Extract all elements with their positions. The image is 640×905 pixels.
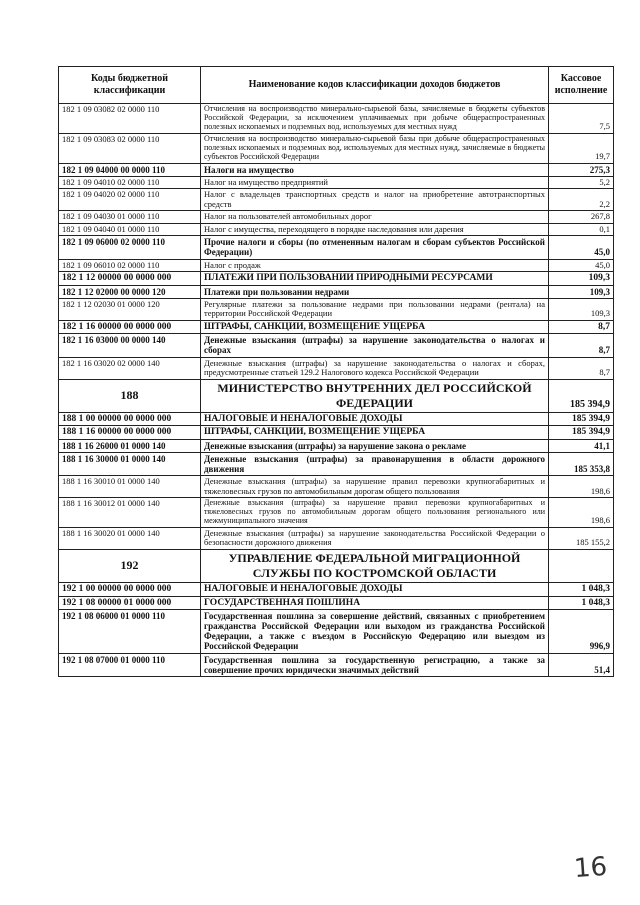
table-row bbox=[59, 334, 614, 357]
row-amount: 51,4 bbox=[549, 653, 614, 676]
table-row bbox=[59, 223, 614, 236]
row-amount: 185 394,9 bbox=[549, 379, 614, 412]
table-row bbox=[59, 379, 614, 412]
row-name: Налог с имущества, переходящего в порядке наследования или дарения bbox=[201, 223, 549, 236]
row-amount: 996,9 bbox=[549, 610, 614, 653]
row-code: 182 1 16 00000 00 0000 000 bbox=[59, 320, 201, 334]
row-name: Денежные взыскания (штрафы) за нарушение законодательства о налогах и сборах bbox=[201, 334, 549, 357]
table-row bbox=[59, 596, 614, 610]
row-name: Отчисления на воспроизводство минерально-сырьевой базы при добыче общераспространенных полезных ископаемых и подземных вод, используемых для местных нужд, зачисляемые в бюджеты субъектов Российской Федерации bbox=[201, 133, 549, 163]
row-name: Регулярные платежи за пользование недрами при пользовании недрами (рентала) на территории Российской Федерации bbox=[201, 298, 549, 320]
row-name: Денежные взыскания (штрафы) за нарушение законодательства о налогах и сборах, предусмотренные статьей 129.2 Налогового кодекса Российской Федерации bbox=[201, 357, 549, 379]
row-code: 188 1 16 00000 00 0000 000 bbox=[59, 426, 201, 440]
row-code: 192 1 00 00000 00 0000 000 bbox=[59, 583, 201, 597]
table-row bbox=[59, 285, 614, 298]
row-amount: 275,3 bbox=[549, 163, 614, 176]
table-row bbox=[59, 236, 614, 259]
row-code: 188 1 00 00000 00 0000 000 bbox=[59, 412, 201, 426]
row-amount: 1 048,3 bbox=[549, 583, 614, 597]
row-name: Государственная пошлина за совершение действий, связанных с приобретением гражданства Российской Федерации или выходом из гражданства Российской Федерации, а также с въездом в Российскую Федерацию или выездом из Российской Федерации bbox=[201, 610, 549, 653]
row-amount: 185 155,2 bbox=[549, 527, 614, 549]
row-amount: 41,1 bbox=[549, 439, 614, 452]
row-amount: 0,1 bbox=[549, 223, 614, 236]
row-amount: 8,7 bbox=[549, 320, 614, 334]
header-codes: Коды бюджетной классификации bbox=[59, 67, 201, 104]
row-amount: 198,6 bbox=[549, 476, 614, 498]
table-row bbox=[59, 527, 614, 549]
row-code: 182 1 09 04010 02 0000 110 bbox=[59, 176, 201, 189]
row-code: 182 1 09 03083 02 0000 110 bbox=[59, 133, 201, 163]
row-amount: 109,3 bbox=[549, 272, 614, 286]
row-name: УПРАВЛЕНИЕ ФЕДЕРАЛЬНОЙ МИГРАЦИОННОЙ СЛУЖБЫ ПО КОСТРОМСКОЙ ОБЛАСТИ bbox=[201, 550, 549, 583]
row-code: 182 1 16 03000 00 0000 140 bbox=[59, 334, 201, 357]
row-amount: 109,3 bbox=[549, 298, 614, 320]
row-name: ПЛАТЕЖИ ПРИ ПОЛЬЗОВАНИИ ПРИРОДНЫМИ РЕСУРСАМИ bbox=[201, 272, 549, 286]
table-row bbox=[59, 439, 614, 452]
table-row bbox=[59, 452, 614, 475]
row-amount: 8,7 bbox=[549, 357, 614, 379]
table-row bbox=[59, 412, 614, 426]
table-header-row bbox=[59, 67, 614, 104]
row-code: 188 1 16 26000 01 0000 140 bbox=[59, 439, 201, 452]
row-code: 182 1 09 04040 01 0000 110 bbox=[59, 223, 201, 236]
row-name: Денежные взыскания (штрафы) за нарушение законодательства Российской Федерации о безопасности дорожного движения bbox=[201, 527, 549, 549]
table-row bbox=[59, 476, 614, 498]
table-row bbox=[59, 259, 614, 272]
row-name: Налог с продаж bbox=[201, 259, 549, 272]
row-code: 188 bbox=[59, 379, 201, 412]
row-name: Налог на пользователей автомобильных дорог bbox=[201, 211, 549, 224]
row-amount: 185 394,9 bbox=[549, 412, 614, 426]
header-name: Наименование кодов классификации доходов бюджетов bbox=[201, 67, 549, 104]
row-name: Налог с владельцев транспортных средств и налог на приобретение автотранспортных средств bbox=[201, 189, 549, 211]
row-name: Денежные взыскания (штрафы) за нарушение закона о рекламе bbox=[201, 439, 549, 452]
row-amount: 7,5 bbox=[549, 104, 614, 134]
table-row bbox=[59, 550, 614, 583]
table-row bbox=[59, 211, 614, 224]
row-name: Государственная пошлина за государственную регистрацию, а также за совершение прочих юридически значимых действий bbox=[201, 653, 549, 676]
row-code: 182 1 09 04020 02 0000 110 bbox=[59, 189, 201, 211]
row-name: Прочие налоги и сборы (по отмененным налогам и сборам субъектов Российской Федерации) bbox=[201, 236, 549, 259]
table-row bbox=[59, 610, 614, 653]
row-amount: 5,2 bbox=[549, 176, 614, 189]
table-row bbox=[59, 189, 614, 211]
row-code: 188 1 16 30010 01 0000 140 bbox=[59, 476, 201, 498]
table-row bbox=[59, 298, 614, 320]
row-name: НАЛОГОВЫЕ И НЕНАЛОГОВЫЕ ДОХОДЫ bbox=[201, 412, 549, 426]
table-row bbox=[59, 498, 614, 528]
row-code: 192 1 08 07000 01 0000 110 bbox=[59, 653, 201, 676]
row-name: Денежные взыскания (штрафы) за правонарушения в области дорожного движения bbox=[201, 452, 549, 475]
table-row bbox=[59, 104, 614, 134]
table-row bbox=[59, 163, 614, 176]
table-row bbox=[59, 272, 614, 286]
revenue-table bbox=[58, 66, 613, 677]
row-code: 182 1 12 02030 01 0000 120 bbox=[59, 298, 201, 320]
table-row bbox=[59, 320, 614, 334]
row-amount: 185 394,9 bbox=[549, 426, 614, 440]
row-code: 188 1 16 30000 01 0000 140 bbox=[59, 452, 201, 475]
row-amount: 45,0 bbox=[549, 236, 614, 259]
row-code: 182 1 09 06010 02 0000 110 bbox=[59, 259, 201, 272]
row-amount: 185 353,8 bbox=[549, 452, 614, 475]
table-row bbox=[59, 357, 614, 379]
table-row bbox=[59, 176, 614, 189]
row-code: 188 1 16 30020 01 0000 140 bbox=[59, 527, 201, 549]
row-name: Денежные взыскания (штрафы) за нарушение правил перевозки крупногабаритных и тяжеловесных грузов по автомобильным дорогам общего пользования регионального или межмуниципального значения bbox=[201, 498, 549, 528]
row-code: 182 1 12 02000 00 0000 120 bbox=[59, 285, 201, 298]
row-code: 188 1 16 30012 01 0000 140 bbox=[59, 498, 201, 528]
table-row bbox=[59, 133, 614, 163]
row-code: 182 1 09 04000 00 0000 110 bbox=[59, 163, 201, 176]
row-code: 182 1 09 03082 02 0000 110 bbox=[59, 104, 201, 134]
row-code: 182 1 09 06000 02 0000 110 bbox=[59, 236, 201, 259]
row-code: 182 1 12 00000 00 0000 000 bbox=[59, 272, 201, 286]
row-code: 182 1 09 04030 01 0000 110 bbox=[59, 211, 201, 224]
row-name: Налоги на имущество bbox=[201, 163, 549, 176]
row-name: Платежи при пользовании недрами bbox=[201, 285, 549, 298]
row-amount: 109,3 bbox=[549, 285, 614, 298]
row-code: 192 bbox=[59, 550, 201, 583]
row-amount: 267,8 bbox=[549, 211, 614, 224]
row-code: 192 1 08 00000 01 0000 000 bbox=[59, 596, 201, 610]
row-name: ГОСУДАРСТВЕННАЯ ПОШЛИНА bbox=[201, 596, 549, 610]
row-name: Отчисления на воспроизводство минерально-сырьевой базы, зачисляемые в бюджеты субъектов Российской Федерации, за исключением уплачиваемых при добыче общераспространенных полезных ископаемых и подземных вод, используемых для местных нужд bbox=[201, 104, 549, 134]
row-name: ШТРАФЫ, САНКЦИИ, ВОЗМЕЩЕНИЕ УЩЕРБА bbox=[201, 426, 549, 440]
table-row bbox=[59, 653, 614, 676]
header-amount: Кассовое исполнение bbox=[549, 67, 614, 104]
row-code: 182 1 16 03020 02 0000 140 bbox=[59, 357, 201, 379]
page-number: 16 bbox=[572, 851, 609, 885]
row-amount: 45,0 bbox=[549, 259, 614, 272]
table-row bbox=[59, 426, 614, 440]
table-row bbox=[59, 583, 614, 597]
row-amount bbox=[549, 550, 614, 583]
row-amount: 19,7 bbox=[549, 133, 614, 163]
row-name: ШТРАФЫ, САНКЦИИ, ВОЗМЕЩЕНИЕ УЩЕРБА bbox=[201, 320, 549, 334]
row-amount: 8,7 bbox=[549, 334, 614, 357]
row-amount: 198,6 bbox=[549, 498, 614, 528]
row-name: МИНИСТЕРСТВО ВНУТРЕННИХ ДЕЛ РОССИЙСКОЙ ФЕДЕРАЦИИ bbox=[201, 379, 549, 412]
row-name: НАЛОГОВЫЕ И НЕНАЛОГОВЫЕ ДОХОДЫ bbox=[201, 583, 549, 597]
row-name: Налог на имущество предприятий bbox=[201, 176, 549, 189]
row-amount: 1 048,3 bbox=[549, 596, 614, 610]
row-name: Денежные взыскания (штрафы) за нарушение правил перевозки крупногабаритных и тяжеловесных грузов по автомобильным дорогам общего пользования bbox=[201, 476, 549, 498]
row-code: 192 1 08 06000 01 0000 110 bbox=[59, 610, 201, 653]
row-amount: 2,2 bbox=[549, 189, 614, 211]
